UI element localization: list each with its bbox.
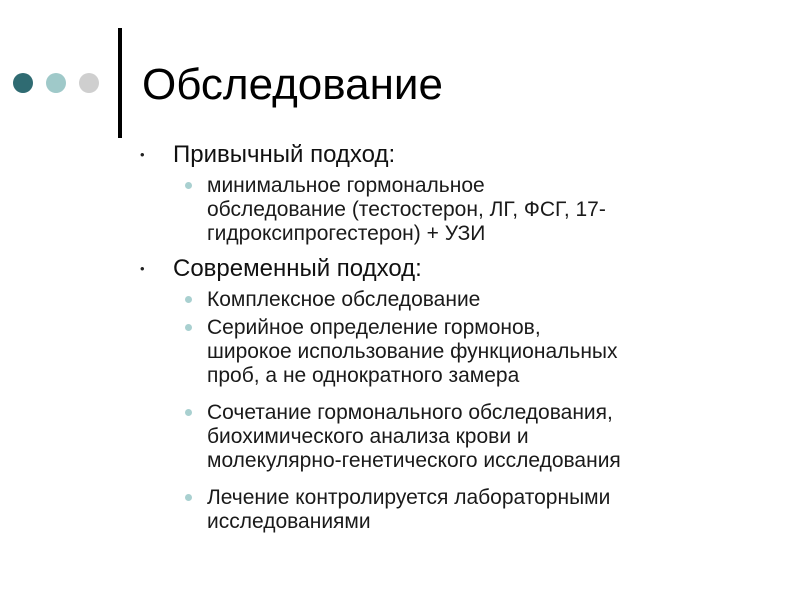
sub-bullet-icon: [185, 324, 192, 331]
bullet-icon: •: [140, 147, 145, 162]
decorative-dot-3: [79, 73, 99, 93]
sub-bullet-icon: [185, 494, 192, 501]
decorative-dot-1: [13, 73, 33, 93]
list-item-line: биохимического анализа крови и: [207, 425, 529, 448]
sub-bullet-icon: [185, 296, 192, 303]
slide-title: Обследование: [142, 60, 443, 109]
list-item-line: широкое использование функциональных: [207, 340, 618, 363]
list-item-line: исследованиями: [207, 510, 371, 533]
list-item-line: молекулярно-генетического исследования: [207, 449, 621, 472]
list-item-line: Комплексное обследование: [207, 288, 481, 311]
list-item-line: Серийное определение гормонов,: [207, 316, 541, 339]
title-divider: [118, 28, 122, 138]
sub-bullet-icon: [185, 409, 192, 416]
sub-bullet-icon: [185, 182, 192, 189]
decorative-dot-2: [46, 73, 66, 93]
list-item-line: минимальное гормональное: [207, 174, 485, 197]
list-item-line: обследование (тестостерон, ЛГ, ФСГ, 17-: [207, 198, 606, 221]
list-item-line: Лечение контролируется лабораторными: [207, 486, 611, 509]
bullet-icon: •: [140, 261, 145, 276]
list-item-line: Сочетание гормонального обследования,: [207, 401, 613, 424]
list-item-line: проб, а не однократного замера: [207, 364, 520, 387]
list-item-line: гидроксипрогестерон) + УЗИ: [207, 222, 486, 245]
section-heading: Современный подход:: [173, 255, 422, 282]
section-heading: Привычный подход:: [173, 141, 396, 168]
